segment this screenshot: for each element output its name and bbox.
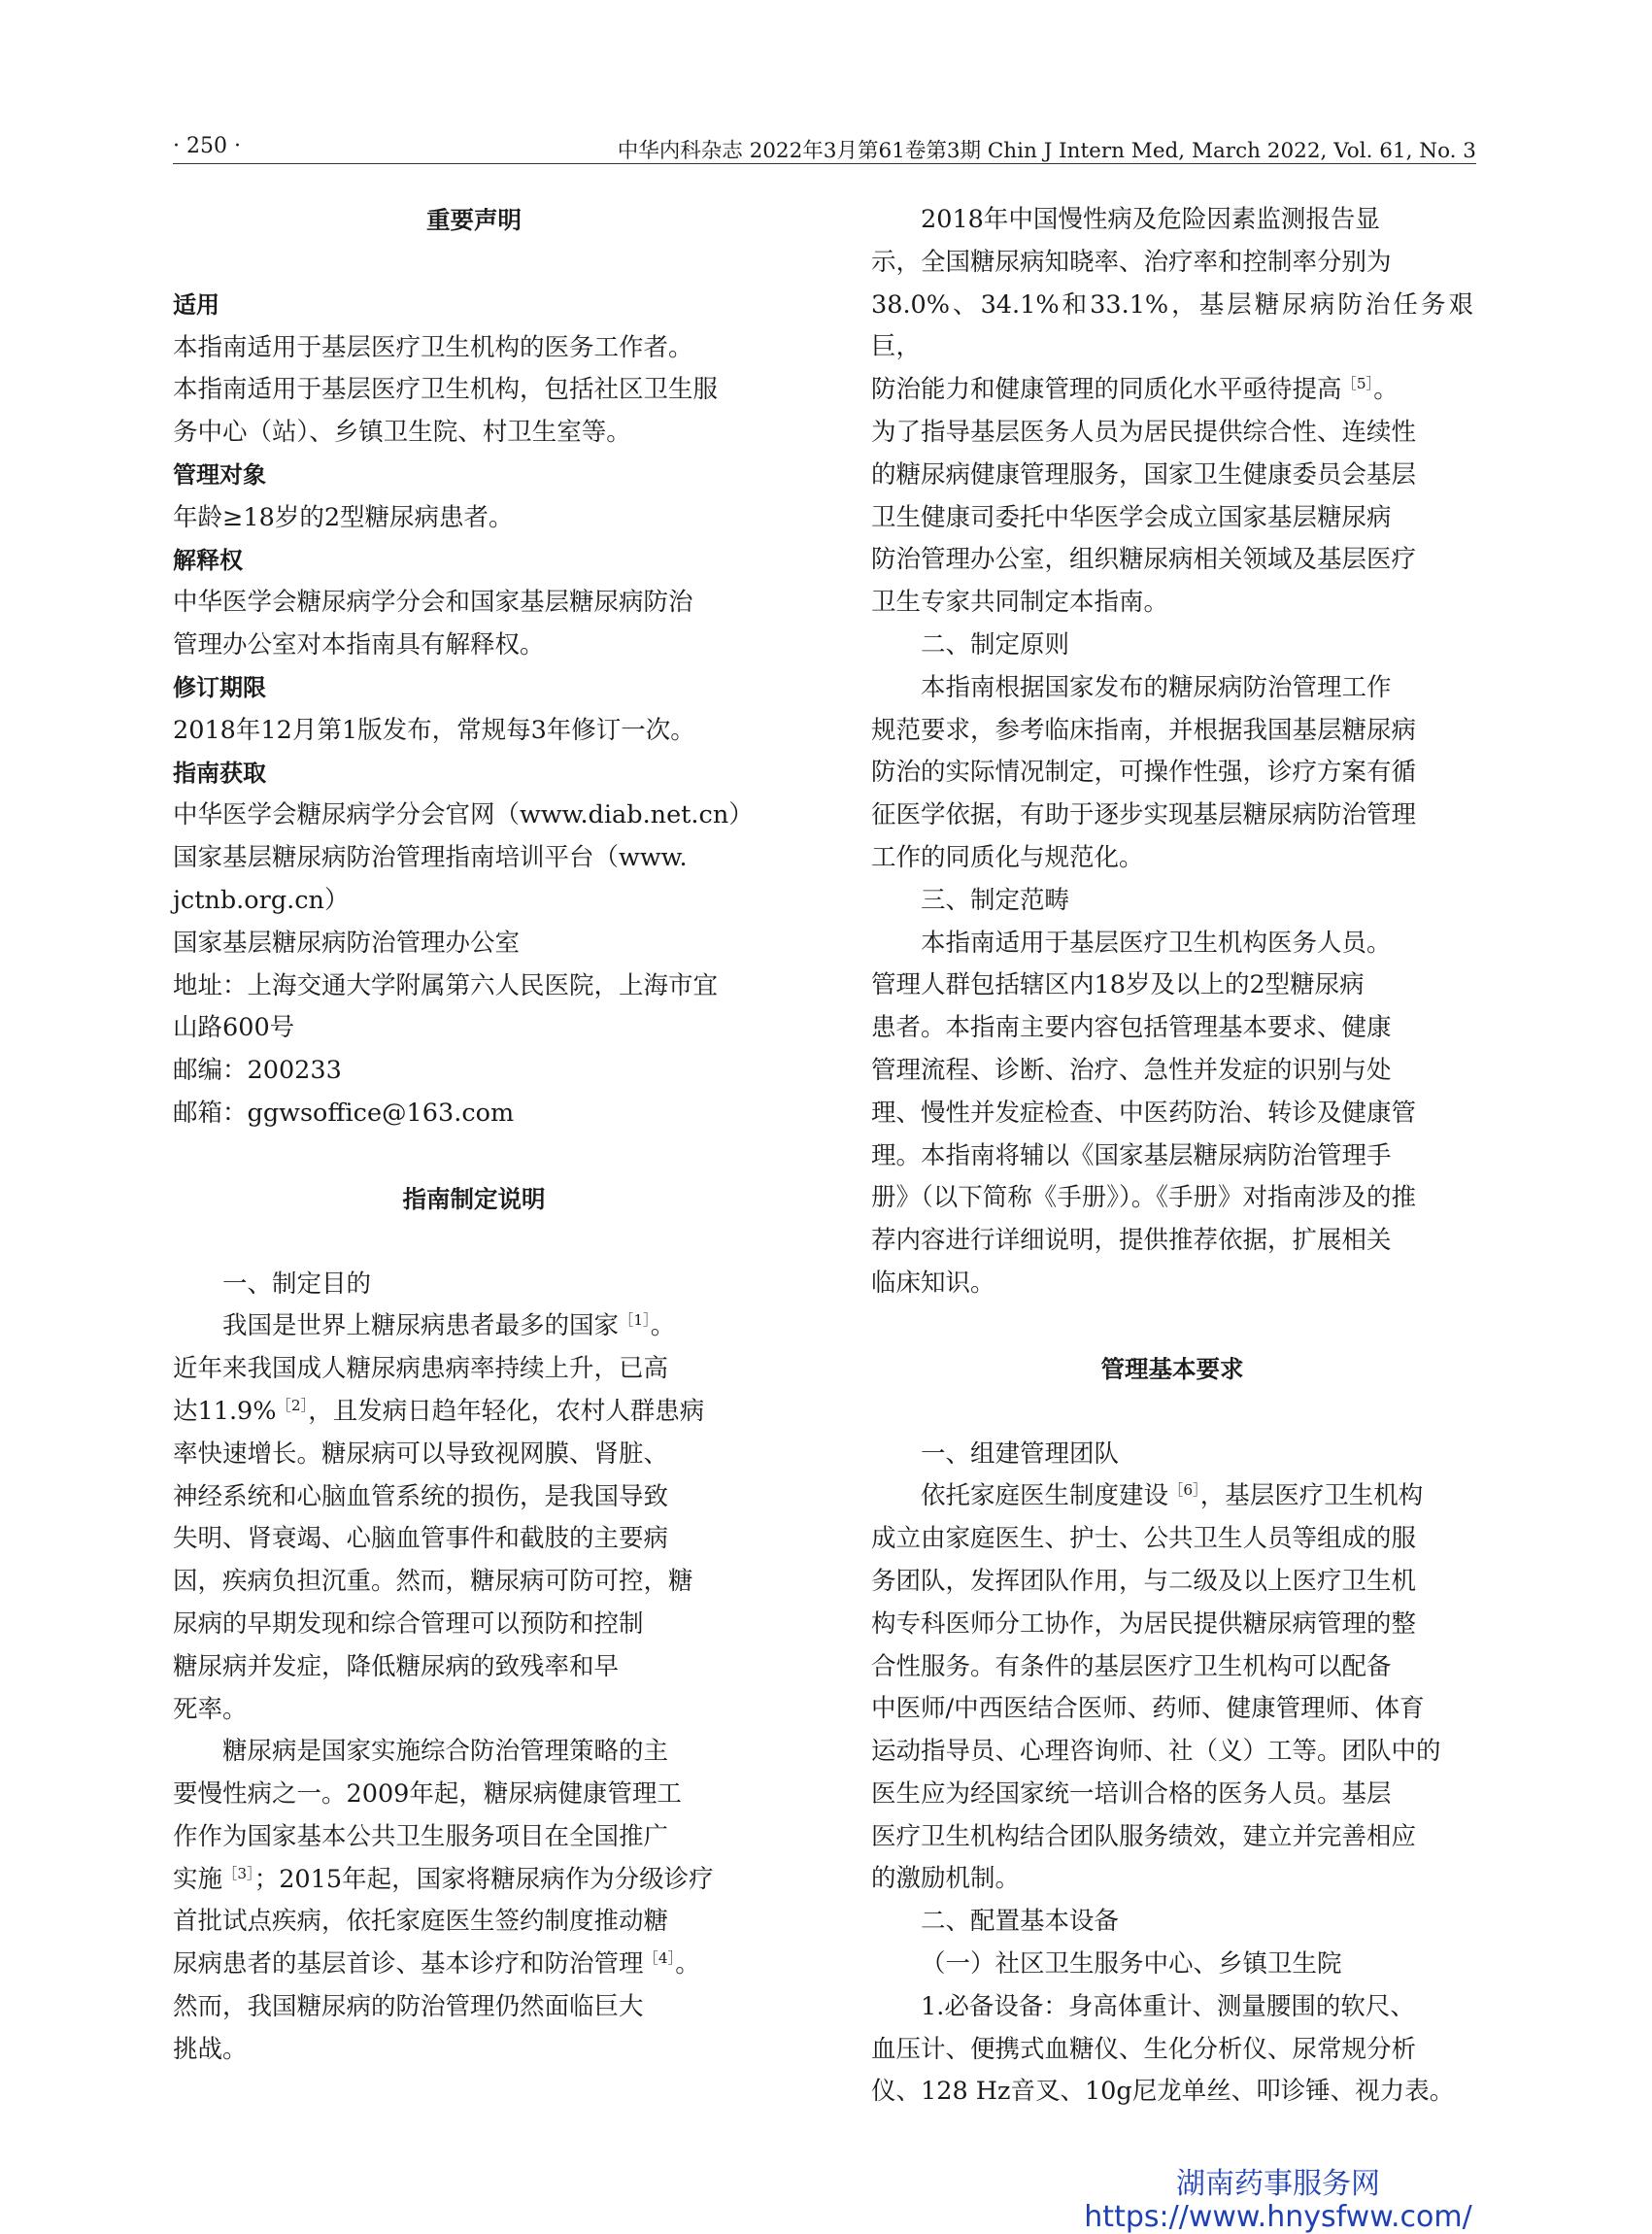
left-column — [173, 199, 775, 2072]
paragraph-scope-2: 本指南适用于基层医疗卫生机构，包括社区卫生服 务中心（站）、乡镇卫生院、村卫生室等。 — [173, 375, 719, 448]
paragraph-access-website: 中华医学会糖尿病学分会官网（www.diab.net.cn） — [173, 800, 754, 830]
paragraph-equipment: 1.必备设备：身高体重计、测量腰围的软尺、 血压计、便携式血糖仪、生化分析仪、尿常规分析 仪、128 Hz音叉、10g尼龙单丝、叩诊锤、视力表。 — [871, 1991, 1455, 2107]
running-header — [173, 134, 1476, 164]
heading-access: 指南获取 — [173, 759, 266, 787]
paragraph-target: 年龄≥18岁的2型糖尿病患者。 — [173, 502, 514, 532]
heading-range: 三、制定范畴 — [921, 885, 1070, 915]
journal-citation: 中华内科杂志 2022年3月第61卷第3期 Chin J Intern Med, March 2022, Vol. 61, No. 3 — [617, 139, 1476, 163]
paragraph-principle: 本指南根据国家发布的糖尿病防治管理工作 规范要求，参考临床指南，并根据我国基层糖尿病 防治的实际情况制定，可操作性强，诊疗方案有循 征医学依据，有助于逐步实现基层糖尿病防治管理 工作的同质化与规范化。 — [871, 672, 1417, 872]
heading-revision: 修订期限 — [173, 673, 266, 701]
citation-3: ［3］ — [222, 1864, 254, 1882]
paragraph-range: 本指南适用于基层医疗卫生机构医务人员。 管理人群包括辖区内18岁及以上的2型糖尿病 患者。本指南主要内容包括管理基本要求、健康 管理流程、诊断、治疗、急性并发症的识别与处 理、慢性并发症检查、中医药防治、转诊及健康管 理。本指南将辅以《国家基层糖尿病防治管理手 册》（以下简称《手册》）。《手册》对指南涉及的推 荐内容进行详细说明，提供推荐依据，扩展相关 临床知识。 — [871, 928, 1417, 1298]
citation-6: ［6］ — [1168, 1481, 1200, 1500]
paragraph-purpose-2: 糖尿病是国家实施综合防治管理策略的主 要慢性病之一。2009年起，糖尿病健康管理工 作作为国家基本公共卫生服务项目在全国推广 实施$^{[3]}$；2015年起，国家将糖尿病作为分级诊疗 首批试点疾病，依托家庭医生签约制度推动糖 尿病患者的基层首诊、基本诊疗和防治管理$^{[4]}$。 然而，我国糖尿病的防治管理仍然面临巨大 挑战。 — [173, 1737, 714, 2064]
page-number: · 250 · — [173, 134, 241, 158]
section-title-requirements: 管理基本要求 — [1100, 1354, 1244, 1383]
section-title-statement: 重要声明 — [426, 206, 522, 234]
heading-target: 管理对象 — [173, 460, 266, 489]
paragraph-survey: 2018年中国慢性病及危险因素监测报告显 示，全国糖尿病知晓率、治疗率和控制率分别为 38.0%、34.1%和33.1%，基层糖尿病防治任务艰巨， 防治能力和健康管理的同质化水平亟待提高$^{[5]}$。 为了指导基层医务人员为居民提供综合性、连续性 的糖尿病健康管理服务，国家卫生健康委员会基层 卫生健康司委托中华医学会成立国家基层糖尿病 防治管理办公室，组织糖尿病相关领域及基层医疗 卫生专家共同制定本指南。 — [871, 205, 1473, 618]
heading-purpose: 一、制定目的 — [222, 1269, 372, 1299]
watermark-url[interactable]: https://www.hnysfww.com/ — [1084, 2200, 1472, 2234]
heading-principle: 二、制定原则 — [921, 629, 1070, 660]
paragraph-access-platform: 国家基层糖尿病防治管理指南培训平台（www. jctnb.org.cn） — [173, 843, 688, 915]
citation-5: ［5］ — [1341, 375, 1374, 393]
heading-scope: 适用 — [173, 290, 219, 319]
section-title-explanation: 指南制定说明 — [402, 1184, 546, 1213]
watermark — [1045, 2168, 1511, 2234]
citation-1: ［1］ — [619, 1311, 651, 1330]
heading-team: 一、组建管理团队 — [921, 1439, 1120, 1469]
paragraph-scope-1: 本指南适用于基层医疗卫生机构的医务工作者。 — [173, 332, 693, 362]
heading-interpretation: 解释权 — [173, 546, 243, 574]
right-column — [871, 199, 1473, 2114]
paragraph-email: 邮箱：ggwsoffice@163.com — [173, 1098, 515, 1128]
paragraph-revision: 2018年12月第1版发布，常规每3年修订一次。 — [173, 715, 695, 745]
citation-2: ［2］ — [276, 1396, 309, 1414]
paragraph-access-office: 国家基层糖尿病防治管理办公室 — [173, 928, 521, 958]
heading-community-center: （一）社区卫生服务中心、乡镇卫生院 — [921, 1949, 1342, 1980]
paragraph-team: 依托家庭医生制度建设$^{[6]}$，基层医疗卫生机构 成立由家庭医生、护士、公共卫生人员等组成的服 务团队，发挥团队作用，与二级及以上医疗卫生机 构专科医师分工协作，为居民提供糖尿病管理的整 合性服务。有条件的基层医疗卫生机构可以配备 中医师/中西医结合医师、药师、健康管理师、体育 运动指导员、心理咨询师、社（义）工等。团队中的 医生应为经国家统一培训合格的医务人员。基层 医疗卫生机构结合团队服务绩效，建立并完善相应 的激励机制。 — [871, 1481, 1441, 1894]
paragraph-interpretation: 中华医学会糖尿病学分会和国家基层糖尿病防治 管理办公室对本指南具有解释权。 — [173, 588, 693, 660]
citation-4: ［4］ — [643, 1949, 676, 1968]
watermark-site-name: 湖南药事服务网 — [1176, 2167, 1380, 2201]
paragraph-purpose-1: 我国是世界上糖尿病患者最多的国家$^{[1]}$。 近年来我国成人糖尿病患病率持续上升，已高 达11.9%$^{[2]}$，且发病日趋年轻化，农村人群患病 率快速增长。糖尿病可以导致视网膜、肾脏、 神经系统和心脑血管系统的损伤，是我国导致 失明、肾衰竭、心脑血管事件和截肢的主要病 因，疾病负担沉重。然而，糖尿病可防可控，糖 尿病的早期发现和综合管理可以预防和控制 糖尿病并发症，降低糖尿病的致残率和早 死率。 — [173, 1311, 705, 1724]
heading-equipment: 二、配置基本设备 — [921, 1907, 1120, 1937]
paragraph-address: 地址：上海交通大学附属第六人民医院，上海市宜 山路600号 — [173, 970, 719, 1043]
paragraph-postcode: 邮编：200233 — [173, 1056, 342, 1086]
